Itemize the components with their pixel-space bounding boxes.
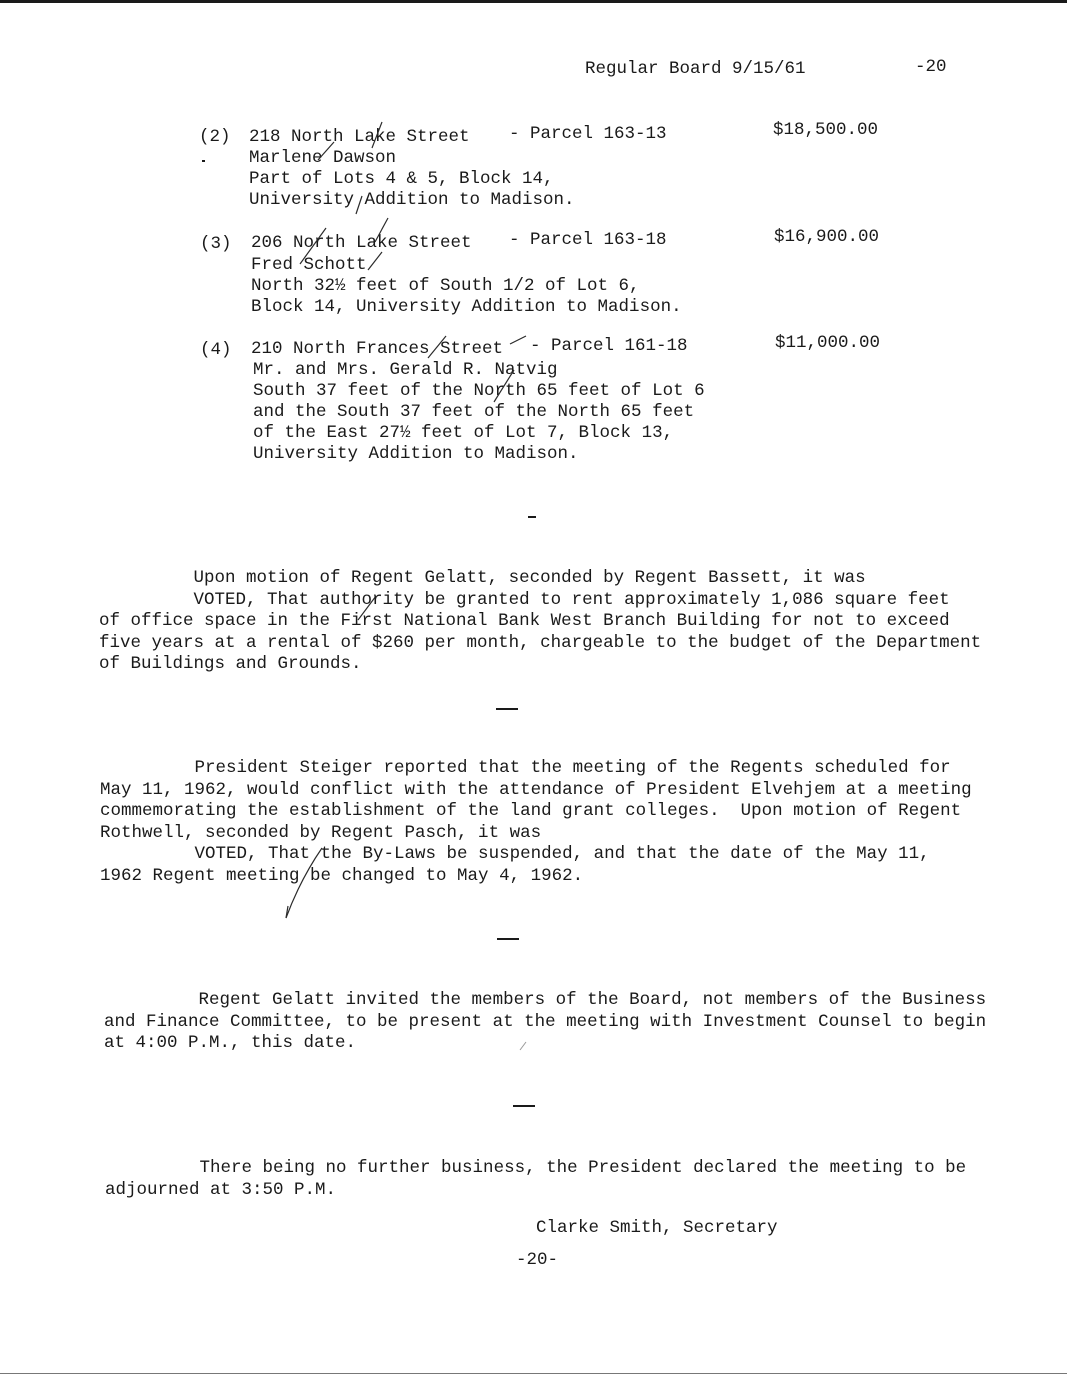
check-mark xyxy=(318,142,334,160)
parcel-description: Part of Lots 4 & 5, Block 14, xyxy=(249,169,554,189)
separator-text xyxy=(496,697,528,719)
parcel-id: - Parcel 161-18 xyxy=(530,336,688,356)
footer-page-number: -20- xyxy=(516,1250,559,1270)
parcel-description: North 32½ feet of South 1/2 of Lot 6, xyxy=(251,276,640,296)
parcel-description: South 37 feet of the North 65 feet of Lot 6 xyxy=(253,381,705,401)
parcel-amount: $18,500.00 xyxy=(773,120,879,140)
separator-text xyxy=(497,927,529,949)
check-mark xyxy=(375,218,388,242)
parcel-owner: Mr. and Mrs. Gerald R. Natvig xyxy=(253,360,558,380)
parcel-owner: Fred Schott xyxy=(251,255,367,275)
parcel-address: 218 North Lake Street xyxy=(249,127,470,147)
parcel-description: University Addition to Madison. xyxy=(249,190,575,210)
paragraph-investment-counsel: Regent Gelatt invited the members of the Board, not members of the Business and Finance Committee, to be present at the meeting with Investment Counsel to begin at 4:00 P.M., this date. xyxy=(104,990,987,1053)
check-mark xyxy=(494,370,514,402)
separator-text xyxy=(513,1094,545,1116)
header-title: Regular Board 9/15/61 xyxy=(585,59,806,79)
secretary-signature: Clarke Smith, Secretary xyxy=(536,1218,778,1238)
parcel-description: Block 14, University Addition to Madison. xyxy=(251,297,682,317)
parcel-number: (4) xyxy=(200,340,232,360)
check-mark xyxy=(510,336,526,344)
parcel-number: (2) xyxy=(199,127,231,147)
separator-text xyxy=(528,505,539,527)
check-mark xyxy=(368,252,382,270)
paragraph-office-rental: Upon motion of Regent Gelatt, seconded by Regent Bassett, it was VOTED, That authority be granted to rent approximately 1,086 square feet of office space in the First National Bank West Branch Building for not to exceed five years at a rental of $260 per month, chargeable to the budget of the Department of Buildings and Grounds. xyxy=(99,568,982,674)
parcel-number: (3) xyxy=(200,234,232,254)
check-mark xyxy=(372,122,382,148)
parcel-description: University Addition to Madison. xyxy=(253,444,579,464)
parcel-id: - Parcel 163-18 xyxy=(509,230,667,250)
parcel-id: - Parcel 163-13 xyxy=(509,124,667,144)
parcel-address: 206 North Lake Street xyxy=(251,233,472,253)
check-mark xyxy=(300,228,326,264)
header-page-ref: -20 xyxy=(915,57,947,77)
bottom-edge-rule xyxy=(0,1373,1067,1374)
paragraph-meeting-date-change: President Steiger reported that the meeting of the Regents scheduled for May 11, 1962, would conflict with the attendance of President Elvehjem at a meeting commemorating the establishment of the land grant colleges. Upon motion of Regent Rothwell, seconded by Regent Pasch, it was VOTED, That the By-Laws be suspended, and that the date of the May 11, 1962 Regent meeting be changed to May 4, 1962. xyxy=(100,758,972,886)
parcel-amount: $16,900.00 xyxy=(774,227,880,247)
parcel-owner: Marlene Dawson xyxy=(249,148,397,168)
parcel-amount: $11,000.00 xyxy=(775,333,881,353)
parcel-address: 210 North Frances Street xyxy=(251,339,504,359)
check-mark xyxy=(428,336,446,358)
paragraph-adjournment: There being no further business, the President declared the meeting to be adjourned at 3:50 P.M. xyxy=(105,1158,967,1200)
parcel-description: of the East 27½ feet of Lot 7, Block 13, xyxy=(253,423,674,443)
check-mark xyxy=(356,196,362,214)
parcel-description: and the South 37 feet of the North 65 feet xyxy=(253,402,695,422)
